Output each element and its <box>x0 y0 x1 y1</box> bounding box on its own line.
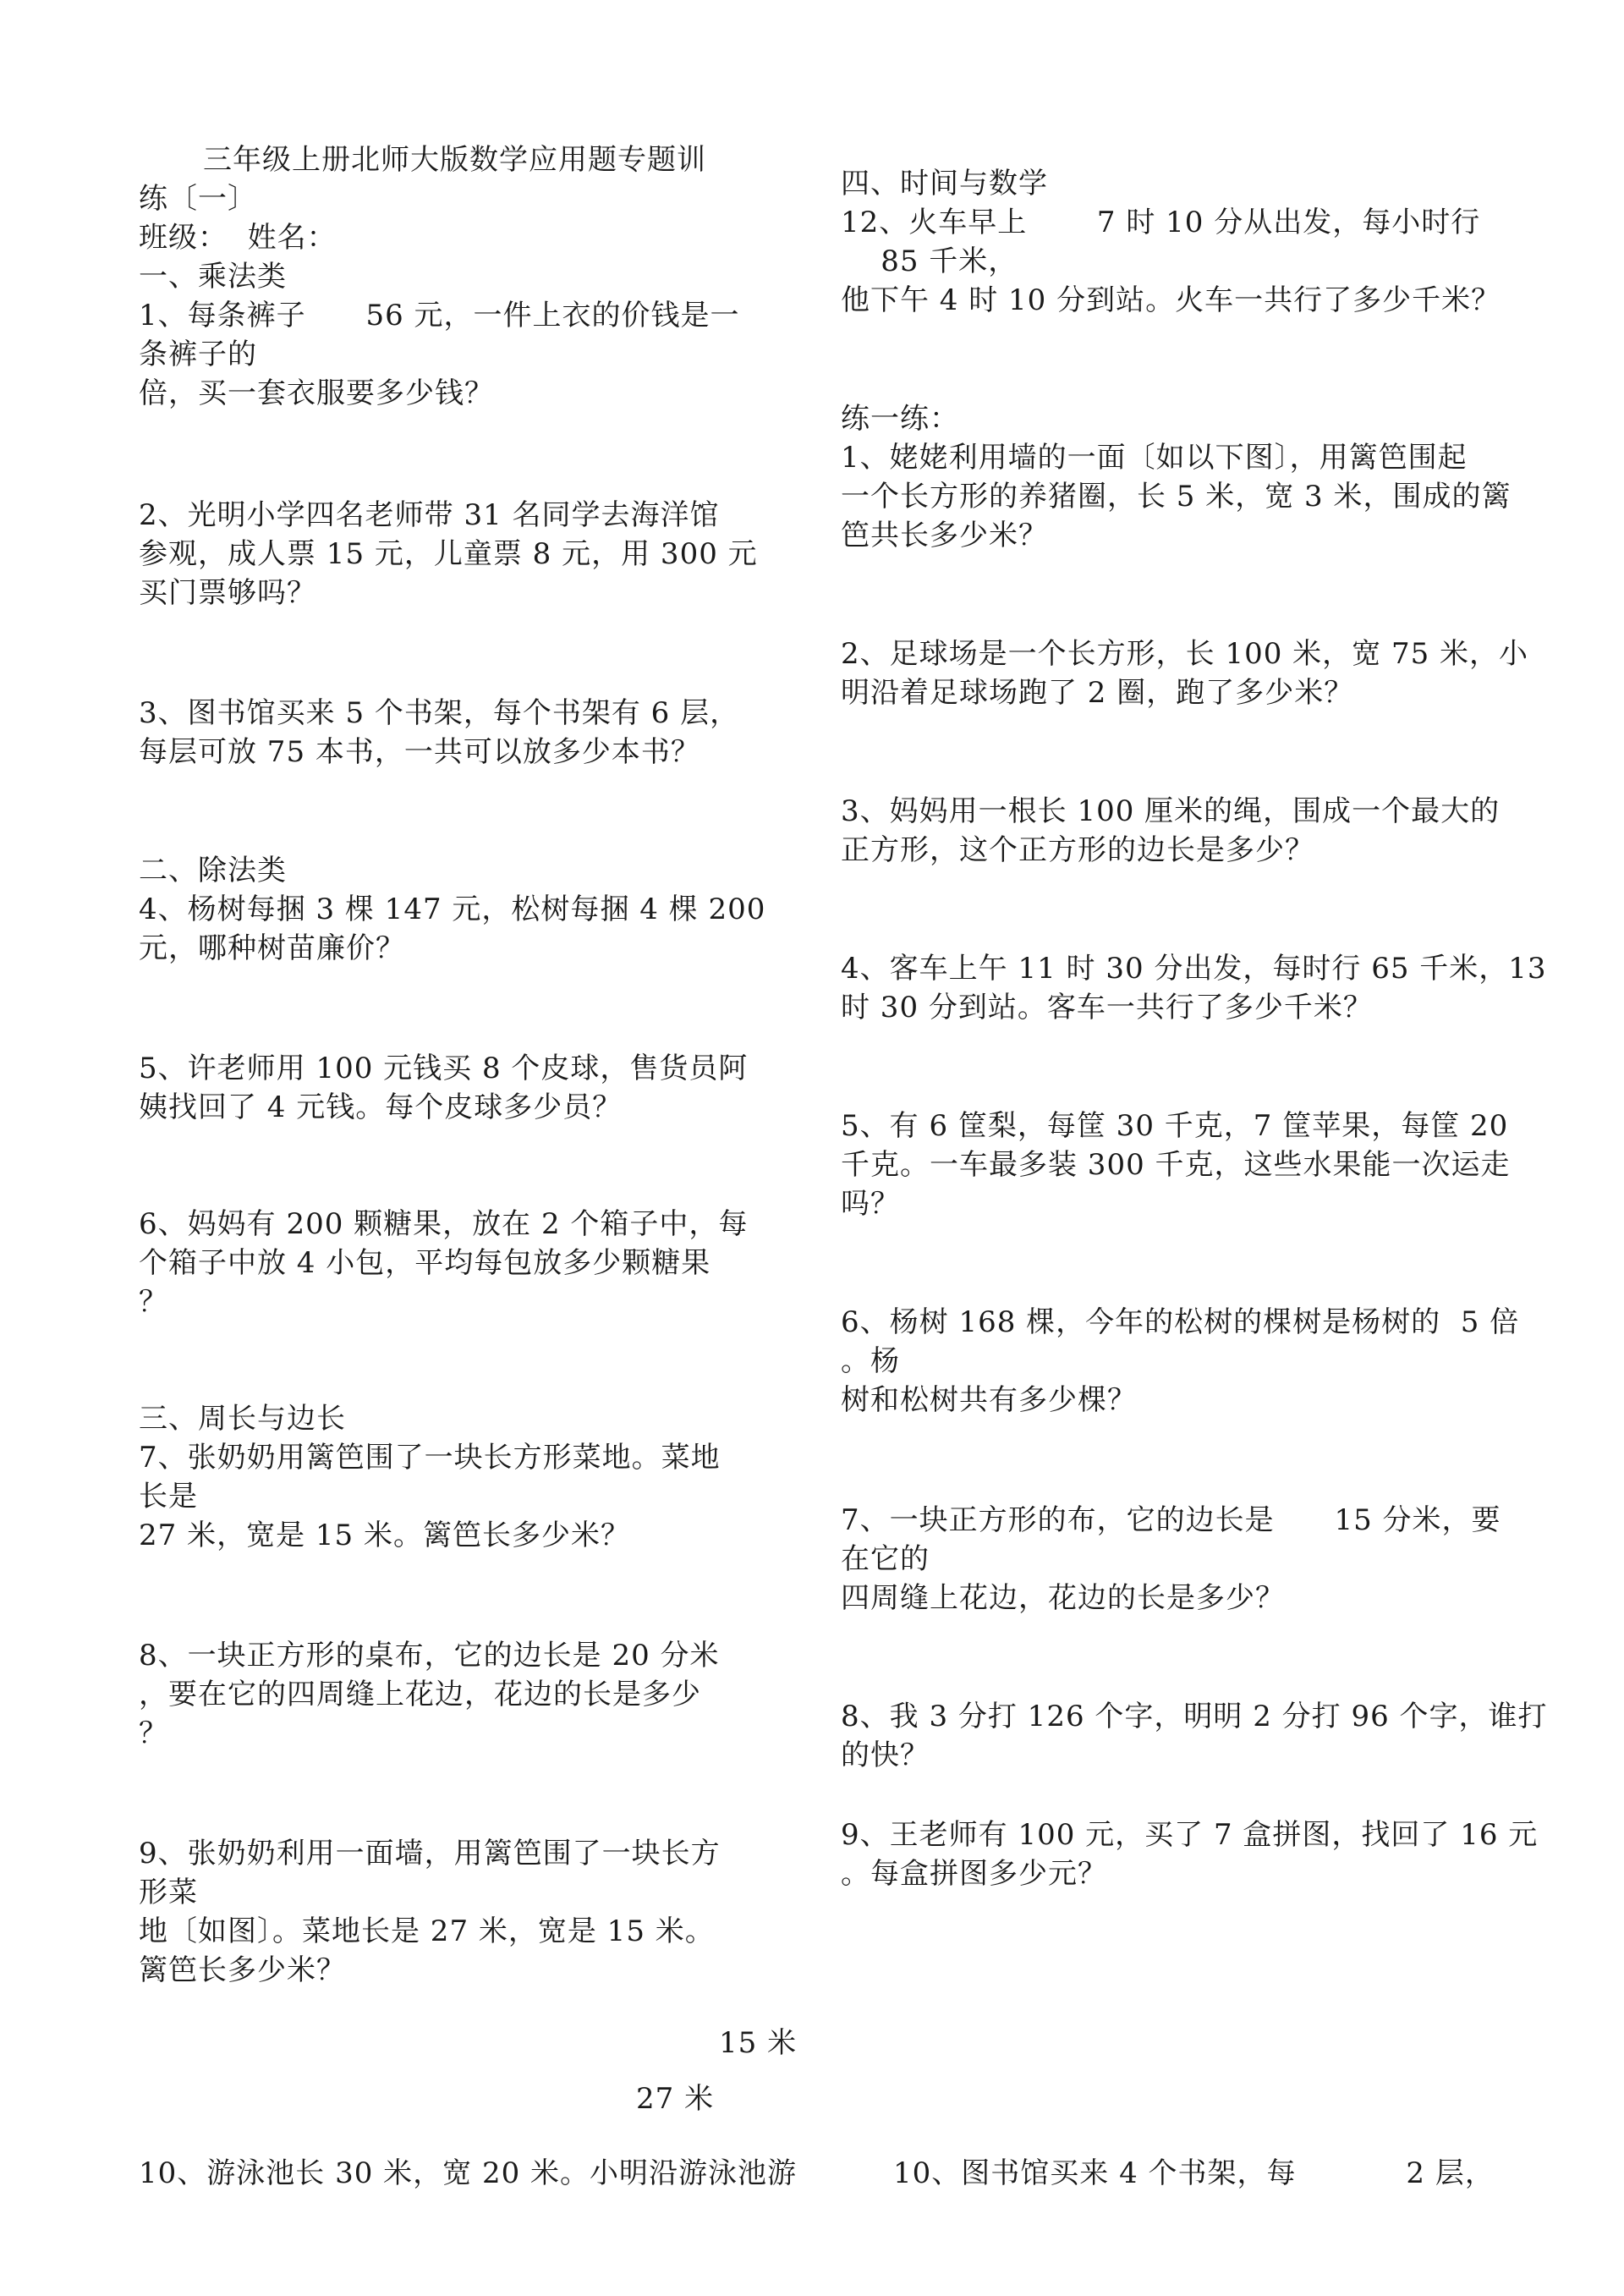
practice-5-line: 吗？ <box>841 1187 900 1221</box>
practice-5-line: 5、有 6 筐梨，每筐 30 千克，7 筐苹果，每筐 20 <box>841 1109 1509 1143</box>
figure-length-label: 27 米 <box>636 2082 715 2116</box>
practice-6-line: 。杨 <box>841 1344 900 1378</box>
question-12-line: 12、火车早上 7 时 10 分从出发，每小时行 <box>841 206 1481 239</box>
section-time: 四、时间与数学 <box>841 167 1048 200</box>
practice-6-line: 树和松树共有多少棵？ <box>841 1383 1137 1417</box>
question-6-line: 6、妈妈有 200 颗糖果，放在 2 个箱子中，每 <box>139 1207 749 1241</box>
question-3-line: 每层可放 75 本书，一共可以放多少本书？ <box>139 735 700 769</box>
practice-3-line: 正方形，这个正方形的边长是多少？ <box>841 833 1314 867</box>
practice-7-line: 四周缝上花边，花边的长是多少？ <box>841 1581 1285 1615</box>
practice-4-line: 时 30 分到站。客车一共行了多少千米？ <box>841 991 1373 1024</box>
practice-10: 10、图书馆买来 4 个书架，每 2 层， <box>893 2156 1495 2190</box>
question-3-line: 3、图书馆买来 5 个书架，每个书架有 6 层， <box>139 696 740 730</box>
question-12-line: 85 千米， <box>841 244 1018 278</box>
practice-4-line: 4、客车上午 11 时 30 分出发，每时行 65 千米，13 <box>841 952 1547 986</box>
question-4-line: 4、杨树每捆 3 棵 147 元，松树每捆 4 棵 200 <box>139 893 766 926</box>
figure-width-label: 15 米 <box>719 2026 798 2060</box>
practice-1-line: 笆共长多少米？ <box>841 519 1048 552</box>
practice-2-line: 明沿着足球场跑了 2 圈，跑了多少米？ <box>841 676 1354 710</box>
question-2-line: 2、光明小学四名老师带 31 名同学去海洋馆 <box>139 498 720 532</box>
question-8-line: ，要在它的四周缝上花边，花边的长是多少 <box>139 1678 701 1711</box>
practice-heading: 练一练： <box>841 402 959 436</box>
question-12-line: 他下午 4 时 10 分到站。火车一共行了多少千米？ <box>841 283 1501 317</box>
question-4-line: 元，哪种树苗廉价？ <box>139 931 405 965</box>
section-multiplication: 一、乘法类 <box>139 260 287 294</box>
practice-9-line: 。每盒拼图多少元？ <box>841 1857 1107 1891</box>
practice-8-line: 的快？ <box>841 1738 930 1772</box>
question-9-line: 地〔如图〕。菜地长是 27 米，宽是 15 米。 <box>139 1914 715 1948</box>
question-1-line: 1、每条裤子 56 元，一件上衣的价钱是一 <box>139 299 740 332</box>
section-perimeter: 三、周长与边长 <box>139 1402 346 1436</box>
class-name-line: 班级： 姓名： <box>139 221 337 255</box>
question-7-line: 长是 <box>139 1480 198 1513</box>
doc-title: 三年级上册北师大版数学应用题专题训 <box>203 143 706 177</box>
practice-6-line: 6、杨树 168 棵，今年的松树的棵树是杨树的 5 倍 <box>841 1305 1520 1339</box>
question-1-line: 倍，买一套衣服要多少钱？ <box>139 376 494 410</box>
question-9-line: 9、张奶奶利用一面墙，用篱笆围了一块长方 <box>139 1837 721 1870</box>
practice-7-line: 在它的 <box>841 1542 930 1576</box>
practice-1-line: 一个长方形的养猪圈，长 5 米，宽 3 米，围成的篱 <box>841 480 1512 514</box>
question-9-line: 形菜 <box>139 1876 198 1909</box>
section-division: 二、除法类 <box>139 854 287 887</box>
question-9-line: 篱笆长多少米？ <box>139 1953 346 1987</box>
practice-3-line: 3、妈妈用一根长 100 厘米的绳，围成一个最大的 <box>841 794 1501 828</box>
practice-7-line: 7、一块正方形的布，它的边长是 15 分米，要 <box>841 1503 1501 1537</box>
question-7-line: 7、张奶奶用篱笆围了一块长方形菜地。菜地 <box>139 1441 721 1475</box>
question-2-line: 参观，成人票 15 元，儿童票 8 元，用 300 元 <box>139 537 758 571</box>
question-10: 10、游泳池长 30 米，宽 20 米。小明沿游泳池游 <box>139 2156 798 2190</box>
question-8-line: ？ <box>139 1717 168 1750</box>
question-5-line: 5、许老师用 100 元钱买 8 个皮球，售货员阿 <box>139 1052 749 1085</box>
question-5-line: 姨找回了 4 元钱。每个皮球多少员？ <box>139 1090 623 1124</box>
practice-1-line: 1、姥姥利用墙的一面〔如以下图〕，用篱笆围起 <box>841 441 1468 475</box>
question-2-line: 买门票够吗？ <box>139 576 316 610</box>
question-1-line: 条裤子的 <box>139 338 257 371</box>
question-6-line: 个箱子中放 4 小包，平均每包放多少颗糖果 <box>139 1246 711 1280</box>
question-7-line: 27 米，宽是 15 米。篱笆长多少米？ <box>139 1519 630 1552</box>
question-6-line: ？ <box>139 1285 168 1319</box>
practice-8-line: 8、我 3 分打 126 个字，明明 2 分打 96 个字，谁打 <box>841 1700 1548 1733</box>
practice-2-line: 2、足球场是一个长方形，长 100 米，宽 75 米，小 <box>841 637 1529 671</box>
practice-5-line: 千克。一车最多装 300 千克，这些水果能一次运走 <box>841 1148 1511 1182</box>
question-8-line: 8、一块正方形的桌布，它的边长是 20 分米 <box>139 1639 720 1673</box>
practice-9-line: 9、王老师有 100 元，买了 7 盒拼图，找回了 16 元 <box>841 1818 1539 1852</box>
doc-title-cont: 练〔一〕 <box>139 182 257 216</box>
